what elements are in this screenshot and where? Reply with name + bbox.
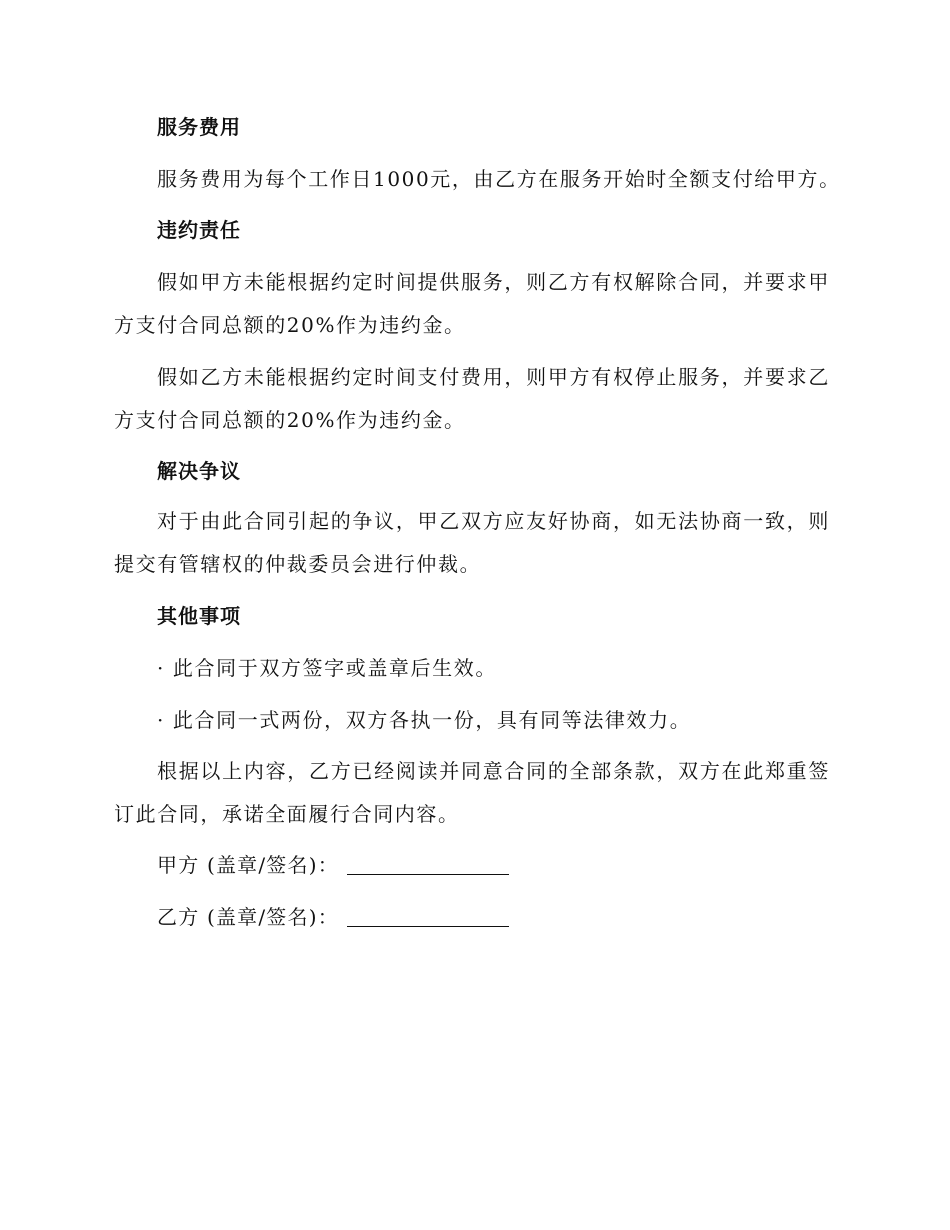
section-heading-fee: 服务费用 <box>157 115 241 139</box>
other-bullet-2: · 此合同一式两份，双方各执一份，具有同等法律效力。 <box>157 708 692 732</box>
signature-party-a-label: 甲方 (盖章/签名)： <box>157 853 339 877</box>
fee-paragraph: 服务费用为每个工作日1000元，由乙方在服务开始时全额支付给甲方。 <box>157 167 841 191</box>
signature-party-a <box>157 852 509 878</box>
section-heading-breach: 违约责任 <box>157 218 241 242</box>
section-heading-other: 其他事项 <box>157 604 241 628</box>
signature-party-b-line <box>347 926 509 927</box>
breach-paragraph-1: 假如甲方未能根据约定时间提供服务，则乙方有权解除合同，并要求甲方支付合同总额的20%作为违约金。 <box>114 270 830 337</box>
closing-paragraph: 根据以上内容，乙方已经阅读并同意合同的全部条款，双方在此郑重签订此合同，承诺全面履行合同内容。 <box>114 759 830 826</box>
dispute-paragraph: 对于由此合同引起的争议，甲乙双方应友好协商，如无法协商一致，则提交有管辖权的仲裁委员会进行仲裁。 <box>114 509 830 576</box>
breach-paragraph-2: 假如乙方未能根据约定时间支付费用，则甲方有权停止服务，并要求乙方支付合同总额的20%作为违约金。 <box>114 365 830 432</box>
signature-party-a-line <box>347 874 509 875</box>
signature-party-b <box>157 904 509 930</box>
signature-party-b-label: 乙方 (盖章/签名)： <box>157 905 339 929</box>
other-bullet-1: · 此合同于双方签字或盖章后生效。 <box>157 656 497 680</box>
section-heading-dispute: 解决争议 <box>157 459 241 483</box>
